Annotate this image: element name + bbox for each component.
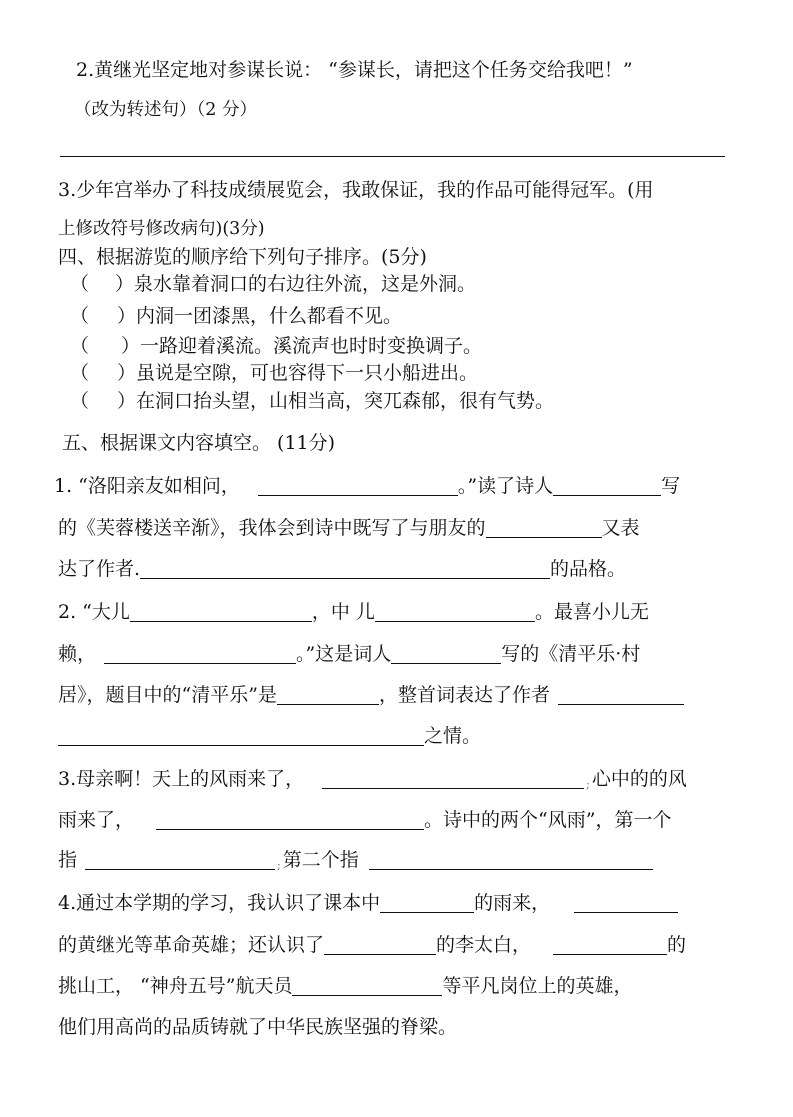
fill-text: 的品格。	[550, 558, 627, 580]
q2-line2	[74, 96, 743, 124]
fill-text: 的李太白，	[436, 934, 532, 956]
fill-text: 的黄继光等革命英雄；还认识了	[58, 934, 325, 956]
fill-blank[interactable]	[140, 558, 550, 579]
fill-text: 之情。	[424, 725, 482, 747]
q3-text: 3.少年宫举办了科技成绩展览会，我敢保证，我的作品可能得冠军。(用	[58, 179, 654, 201]
fill-5-2-line4	[58, 722, 743, 750]
fill-text: 。”这是词人	[296, 643, 392, 665]
fill-text: 居》，题目中的“清平乐”是	[58, 684, 277, 706]
fill-5-4-line1	[58, 889, 743, 917]
order-item	[70, 359, 743, 387]
fill-blank[interactable]	[156, 809, 424, 830]
fill-text: 指	[58, 849, 78, 871]
section-5-title-text: 五、根据课文内容填空。 (11分)	[62, 432, 336, 454]
fill-text: 心中的的风	[591, 768, 687, 790]
fill-blank[interactable]	[369, 849, 653, 870]
order-item-text: 在洞口抬头望，山相当高，突兀森郁，很有气势。	[136, 390, 555, 412]
order-item-text: 内洞一团漆黑，什么都看不见。	[136, 305, 403, 327]
fill-blank[interactable]	[322, 768, 584, 789]
fill-text: 的《芙蓉楼送辛渐》，我体会到诗中既写了与朋友的	[58, 517, 486, 539]
fill-blank[interactable]	[380, 892, 474, 913]
fill-text: 3.母亲啊！天上的风雨来了，	[58, 768, 305, 790]
fill-text: 的雨来，	[474, 892, 551, 914]
order-item	[70, 332, 743, 360]
fill-text: ，中 儿	[311, 601, 375, 623]
fill-text: 2. “大儿	[58, 601, 130, 623]
fill-blank[interactable]	[553, 475, 661, 496]
fill-text: 他们用高尚的品质铸就了中华民族坚强的脊梁。	[58, 1016, 458, 1038]
fill-blank[interactable]	[130, 601, 312, 622]
order-item-text: 泉水靠着洞口的右边往外流，这是外洞。	[134, 273, 477, 295]
fill-blank[interactable]	[553, 934, 667, 955]
order-item-text: 虽说是空隙，可也容得下一只小船进出。	[136, 362, 479, 384]
fill-blank[interactable]	[574, 892, 678, 913]
order-item-text: 一路迎着溪流。溪流声也时时变换调子。	[140, 335, 483, 357]
fill-5-1-line1	[54, 472, 743, 500]
fill-blank[interactable]	[85, 849, 275, 870]
order-item	[70, 302, 743, 330]
fill-blank[interactable]	[292, 975, 442, 996]
fill-text: 。诗中的两个“风雨”，第一个	[424, 809, 672, 831]
fill-blank[interactable]	[375, 601, 535, 622]
fill-text: 1. “洛阳亲友如相问，	[54, 475, 240, 497]
fill-blank[interactable]	[58, 725, 424, 746]
fill-text: 的	[667, 934, 687, 956]
order-blank[interactable]: （ ）	[70, 305, 137, 327]
fill-text: 第二个指	[282, 849, 359, 871]
fill-blank[interactable]	[104, 643, 296, 664]
q2-instruction: （改为转述句）（2 分）	[74, 100, 257, 120]
q3-line1	[58, 176, 743, 204]
order-blank[interactable]: （ ）	[70, 335, 141, 357]
q2-answer-line[interactable]	[60, 156, 725, 157]
fill-5-2-line2	[58, 640, 743, 668]
fill-text: 等平凡岗位上的英雄，	[442, 975, 633, 997]
fill-5-1-line3	[58, 555, 743, 583]
fill-blank[interactable]	[486, 517, 602, 538]
order-blank[interactable]: （ ）	[70, 362, 137, 384]
fill-5-3-line1	[58, 765, 743, 799]
fill-blank[interactable]	[324, 934, 436, 955]
fill-5-2-line3	[58, 681, 743, 709]
q3-line2	[58, 215, 743, 243]
fill-text: 4.通过本学期的学习，我认识了课本中	[58, 892, 381, 914]
fill-text: ，整首词表达了作者	[378, 684, 550, 706]
fill-blank[interactable]	[391, 643, 501, 664]
fill-5-3-line3	[58, 846, 743, 880]
fill-5-1-line2	[58, 514, 743, 542]
fill-text: 挑山工， “神舟五号”航天员	[58, 975, 293, 997]
fill-text: 雨来了，	[58, 809, 135, 831]
q2-text: 2.黄继光坚定地对参谋长说： “参谋长，请把这个任务交给我吧！”	[76, 59, 633, 81]
q3-instruction: 上修改符号修改病句)(3分)	[58, 219, 265, 239]
fill-5-4-line2	[58, 931, 743, 959]
separator: ;	[277, 859, 281, 872]
order-item	[70, 270, 743, 298]
fill-text: 写的《清平乐·村	[501, 643, 641, 665]
fill-5-2-line1	[58, 598, 743, 626]
fill-blank[interactable]	[258, 475, 458, 496]
order-item	[70, 387, 743, 415]
fill-5-3-line2	[58, 806, 743, 834]
order-blank[interactable]: （ ）	[70, 390, 137, 412]
fill-text: 。最喜小儿无	[534, 601, 649, 623]
fill-text: 赖，	[58, 643, 97, 665]
section-4-title-text: 四、根据游览的顺序给下列句子排序。(5分)	[58, 246, 427, 268]
fill-5-4-line4	[58, 1013, 743, 1041]
fill-blank[interactable]	[277, 684, 379, 705]
fill-blank[interactable]	[558, 684, 684, 705]
fill-text: 又表	[601, 517, 640, 539]
section-4-title	[58, 243, 743, 271]
fill-5-4-line3	[58, 972, 743, 1000]
fill-text: 写	[661, 475, 681, 497]
section-5-title	[62, 429, 743, 457]
order-blank[interactable]: （ ）	[70, 273, 135, 295]
separator: ;	[586, 778, 590, 791]
q2-line1	[76, 56, 743, 84]
fill-text: 。”读了诗人	[457, 475, 554, 497]
fill-text: 达了作者.	[58, 558, 141, 580]
